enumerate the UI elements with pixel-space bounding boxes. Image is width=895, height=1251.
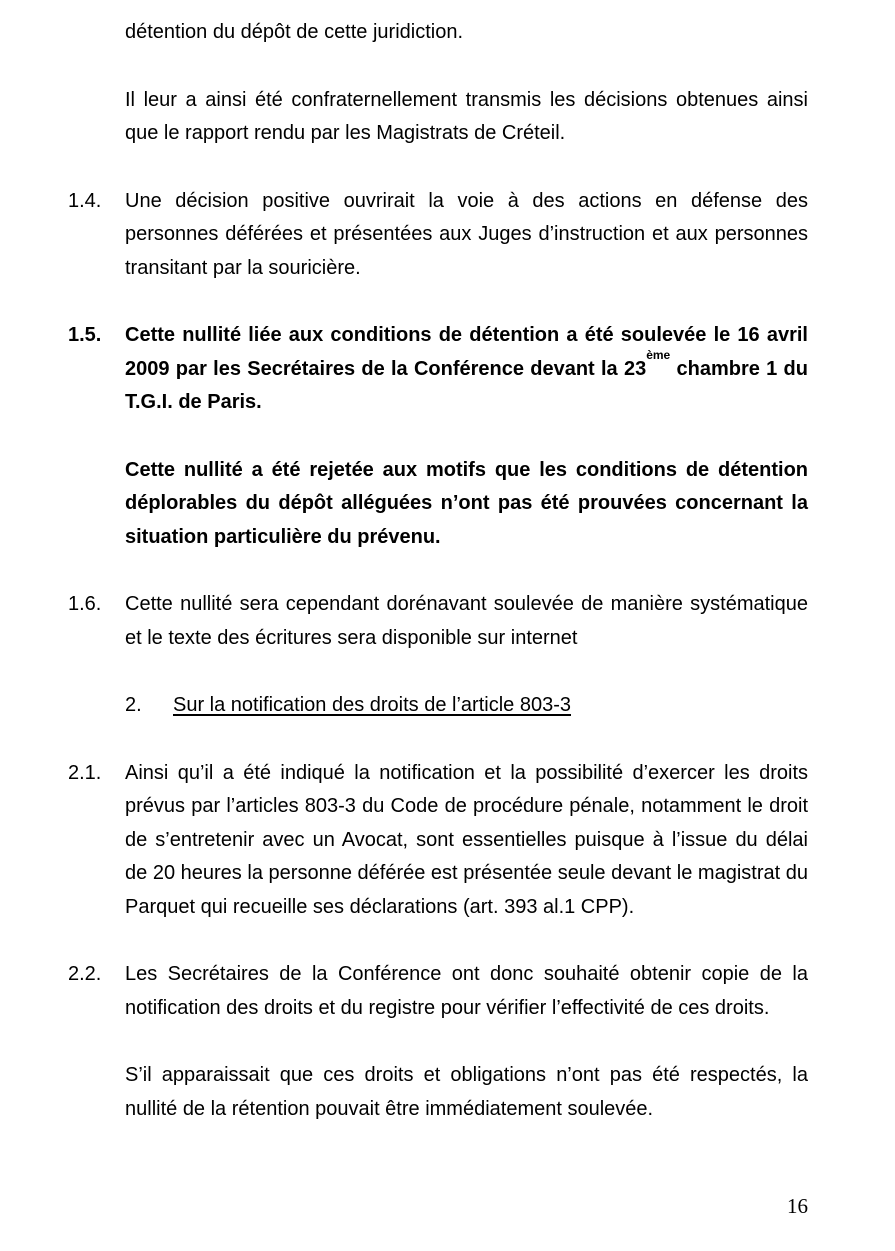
ordinal-superscript: ème xyxy=(646,347,671,362)
paragraph-text: détention du dépôt de cette juridiction. xyxy=(125,21,464,43)
page-number: 16 xyxy=(787,1194,808,1218)
paragraph-number: 2.2. xyxy=(68,963,102,985)
section-title: Sur la notification des droits de l’article 803-3 xyxy=(173,694,571,716)
paragraph-text: Cette nullité sera cependant dorénavant soulevée de manière systématique et le texte des écritures sera disponible sur internet xyxy=(125,593,808,649)
paragraph-text: Il leur a ainsi été confraternellement transmis les décisions obtenues ainsi que le rapport rendu par les Magistrats de Créteil. xyxy=(125,88,808,144)
paragraph-number: 1.6. xyxy=(68,593,102,615)
paragraph-1-6 xyxy=(68,588,808,655)
paragraph-number: 2.1. xyxy=(68,761,102,784)
paragraph-text: Ainsi qu’il a été indiqué la notification et la possibilité d’exercer les droits prévus par l’articles 803-3 du Code de procédure pénale, notamment le droit de s’entretenir avec un Avocat, sont essentielles puisque à l’issue du délai de 20 heures la personne déférée est présentée seule devant le magistrat du Parquet qui recueille ses déclarations (art. 393 al.1 CPP). xyxy=(125,761,808,918)
paragraph-2-2 xyxy=(68,958,808,1025)
paragraph-text: Cette nullité a été rejetée aux motifs que les conditions de détention déplorables du dépôt alléguées n’ont pas été prouvées concernant la situation particulière du prévenu. xyxy=(125,458,808,548)
paragraph-continuation-transmission xyxy=(125,84,808,151)
paragraph-text: S’il apparaissait que ces droits et obligations n’ont pas été respectés, la nullité de la rétention pouvait être immédiatement soulevée. xyxy=(125,1064,808,1120)
section-2-heading xyxy=(125,689,808,723)
paragraph-continuation-detention xyxy=(125,16,808,50)
paragraph-text-after-superscript: chambre 1 du T.G.I. de Paris. xyxy=(125,357,808,413)
paragraph-2-1 xyxy=(68,757,808,925)
paragraph-1-5-continuation xyxy=(125,454,808,555)
paragraph-text: Les Secrétaires de la Conférence ont donc souhaité obtenir copie de la notification des droits et du registre pour vérifier l’effectivité de ces droits. xyxy=(125,963,808,1019)
paragraph-number: 1.5. xyxy=(68,324,102,346)
section-number: 2. xyxy=(125,694,142,716)
paragraph-text: Une décision positive ouvrirait la voie à des actions en défense des personnes déférées et présentées aux Juges d’instruction et aux personnes transitant par la souricière. xyxy=(125,189,808,279)
paragraph-text-before-superscript: Cette nullité liée aux conditions de détention a été soulevée le 16 avril 2009 par les Secrétaires de la Conférence devant la 23 xyxy=(125,324,808,380)
paragraph-number: 1.4. xyxy=(68,189,102,212)
paragraph-1-5 xyxy=(68,319,808,420)
paragraph-1-4 xyxy=(68,185,808,286)
paragraph-2-2-continuation xyxy=(125,1059,808,1126)
